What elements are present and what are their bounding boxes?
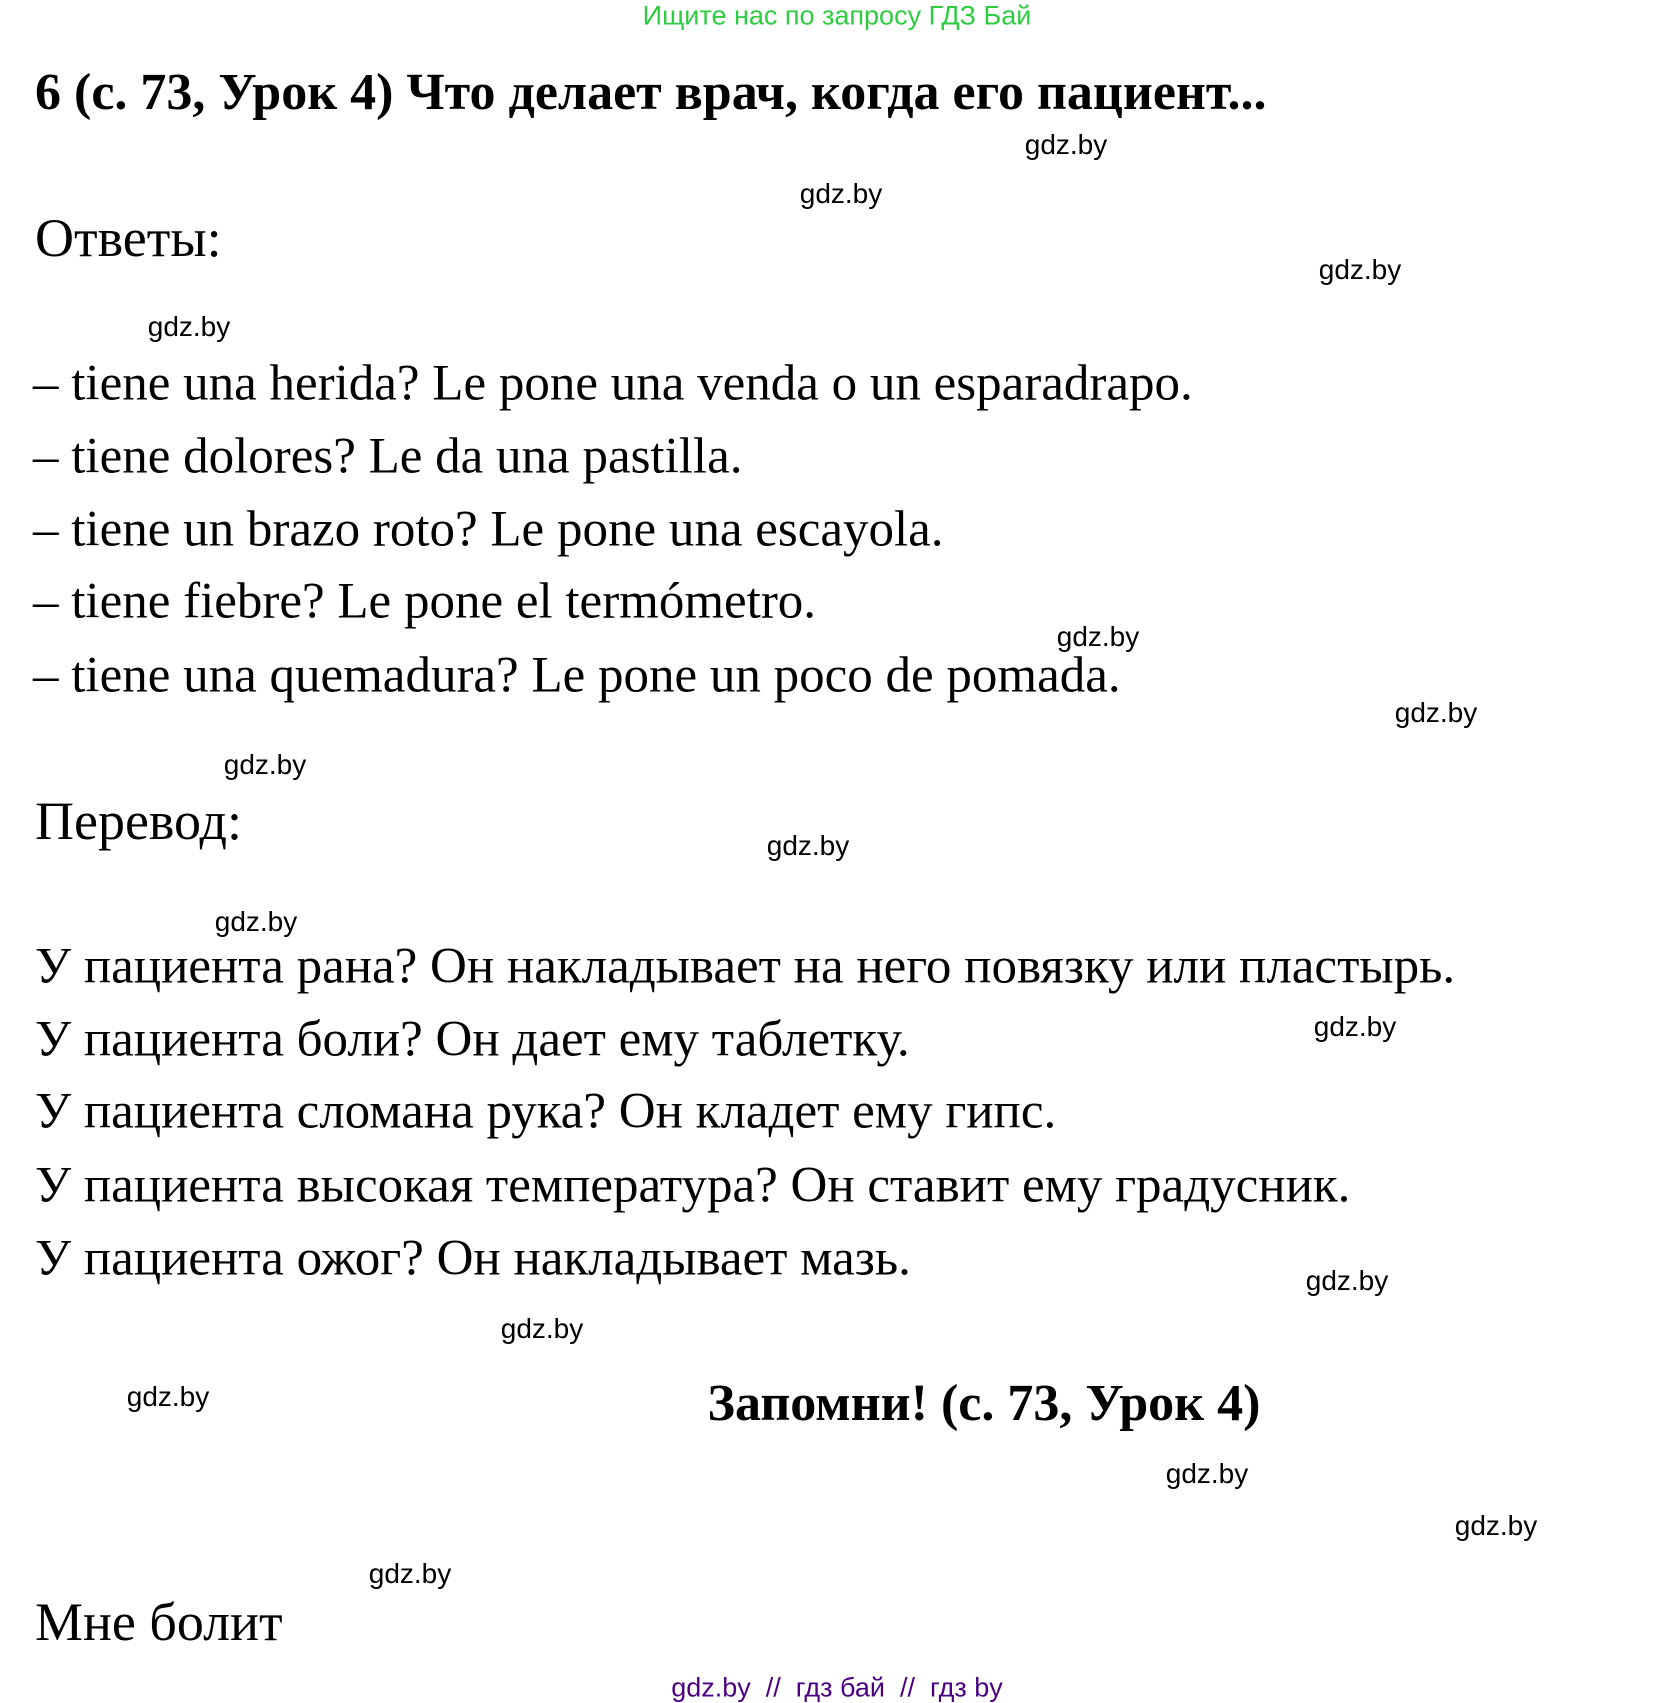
watermark: gdz.by bbox=[1024, 129, 1108, 160]
answers-heading: Ответы: bbox=[35, 208, 222, 268]
remember-text: Мне болит bbox=[35, 1592, 283, 1652]
translation-line: У пациента рана? Он накладывает на него повязку или пластырь. bbox=[35, 938, 1456, 995]
answer-line: – tiene una quemadura? Le pone un poco de pomada. bbox=[33, 647, 1121, 704]
watermark: gdz.by bbox=[1313, 1011, 1397, 1042]
watermark: gdz.by bbox=[147, 311, 231, 342]
footer-links[interactable]: gdz.by // гдз бай // гдз by bbox=[671, 1672, 1003, 1703]
top-banner-link[interactable]: Ищите нас по запросу ГДЗ Бай bbox=[642, 0, 1032, 31]
translation-line: У пациента ожог? Он накладывает мазь. bbox=[35, 1230, 911, 1287]
remember-heading: Запомни! (с. 73, Урок 4) bbox=[707, 1375, 1261, 1432]
answer-line: – tiene una herida? Le pone una venda o un esparadrapo. bbox=[33, 355, 1193, 412]
answer-line: – tiene un brazo roto? Le pone una escayola. bbox=[33, 501, 944, 558]
translation-line: У пациента боли? Он дает ему таблетку. bbox=[35, 1011, 910, 1068]
watermark: gdz.by bbox=[766, 830, 850, 861]
watermark: gdz.by bbox=[126, 1381, 210, 1412]
watermark: gdz.by bbox=[799, 178, 883, 209]
watermark: gdz.by bbox=[368, 1558, 452, 1589]
translation-line: У пациента высокая температура? Он ставит ему градусник. bbox=[35, 1157, 1351, 1214]
watermark: gdz.by bbox=[214, 906, 298, 937]
watermark: gdz.by bbox=[1454, 1510, 1538, 1541]
watermark: gdz.by bbox=[1056, 621, 1140, 652]
answer-line: – tiene fiebre? Le pone el termómetro. bbox=[33, 573, 817, 630]
translation-heading: Перевод: bbox=[35, 791, 242, 851]
watermark: gdz.by bbox=[223, 749, 307, 780]
answer-line: – tiene dolores? Le da una pastilla. bbox=[33, 428, 743, 485]
translation-line: У пациента сломана рука? Он кладет ему гипс. bbox=[35, 1083, 1057, 1140]
watermark: gdz.by bbox=[1318, 254, 1402, 285]
watermark: gdz.by bbox=[1165, 1458, 1249, 1489]
watermark: gdz.by bbox=[1305, 1265, 1389, 1296]
watermark: gdz.by bbox=[500, 1313, 584, 1344]
page-title: 6 (с. 73, Урок 4) Что делает врач, когда его пациент... bbox=[35, 64, 1267, 121]
watermark: gdz.by bbox=[1394, 697, 1478, 728]
